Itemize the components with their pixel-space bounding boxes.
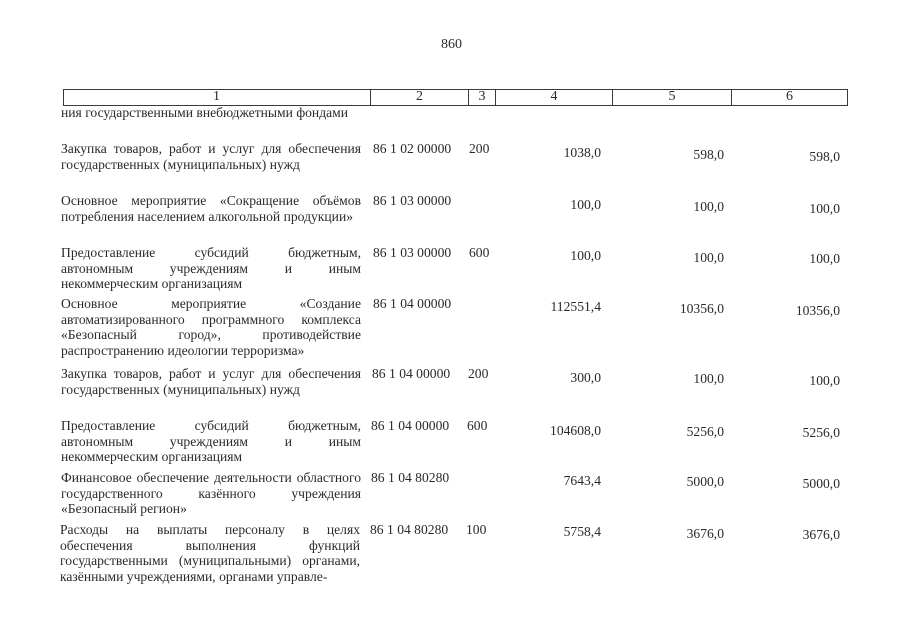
row-value-col6: 10356,0	[795, 303, 840, 318]
row-value-col5: 598,0	[693, 147, 724, 162]
row-value-col4: 1038,0	[563, 145, 601, 160]
header-col-3: 3	[478, 89, 486, 104]
row-value-col6: 100,0	[809, 373, 840, 388]
row-value-col5: 10356,0	[679, 301, 724, 316]
row-type: 600	[469, 245, 490, 260]
row-value-col6: 5000,0	[802, 476, 840, 491]
row-value-col6: 100,0	[809, 201, 840, 216]
header-col-5: 5	[668, 89, 676, 104]
row-value-col5: 100,0	[693, 250, 724, 265]
row-description: Основное мероприятие «Сокращение объёмов потребления населением алкогольной продукции»	[61, 193, 361, 224]
table-header	[63, 89, 848, 106]
row-code: 86 1 04 80280	[370, 522, 449, 537]
row-description: Финансовое обеспечение деятельности областного государственного казённого учреждения «Безопасный регион»	[61, 470, 361, 517]
row-value-col5: 100,0	[693, 199, 724, 214]
header-col-1: 1	[213, 89, 220, 104]
header-col-6: 6	[786, 89, 793, 104]
row-description: Расходы на выплаты персоналу в целях обеспечения выполнения функций государственными (муниципальными) органами, казёнными учреждениями, органами управле-	[60, 522, 360, 584]
row-value-col5: 100,0	[693, 371, 724, 386]
row-value-col4: 5758,4	[563, 524, 601, 539]
row-value-col5: 5000,0	[686, 474, 724, 489]
row-code: 86 1 04 00000	[371, 418, 450, 433]
row-code: 86 1 04 00000	[373, 296, 452, 311]
row-value-col5: 5256,0	[686, 424, 724, 439]
row-type: 200	[468, 366, 489, 381]
row-value-col6: 5256,0	[802, 425, 840, 440]
row-value-col6: 598,0	[809, 149, 840, 164]
row-value-col4: 100,0	[570, 248, 601, 263]
row-code: 86 1 03 00000	[373, 193, 452, 208]
row-description: Основное мероприятие «Создание автоматизированного программного комплекса «Безопасный город», противодействие распространению идеологии терроризма»	[61, 296, 361, 358]
row-description: ния государственными внебюджетными фондами	[61, 105, 349, 120]
header-col-2: 2	[416, 89, 423, 104]
row-value-col6: 100,0	[809, 251, 840, 266]
row-code: 86 1 02 00000	[373, 141, 452, 156]
row-description: Предоставление субсидий бюджетным, автономным учреждениям и иным некоммерческим организациям	[61, 245, 361, 292]
row-code: 86 1 03 00000	[373, 245, 452, 260]
row-description: Закупка товаров, работ и услуг для обеспечения государственных (муниципальных) нужд	[61, 366, 361, 397]
row-value-col4: 7643,4	[563, 473, 601, 488]
row-description: Предоставление субсидий бюджетным, автономным учреждениям и иным некоммерческим организациям	[61, 418, 361, 465]
page-number: 860	[441, 37, 462, 52]
row-description: Закупка товаров, работ и услуг для обеспечения государственных (муниципальных) нужд	[61, 141, 361, 172]
row-value-col4: 112551,4	[550, 299, 601, 314]
row-type: 600	[467, 418, 488, 433]
row-value-col4: 104608,0	[550, 423, 601, 438]
row-type: 200	[469, 141, 490, 156]
row-type: 100	[466, 522, 487, 537]
row-value-col5: 3676,0	[686, 526, 724, 541]
header-col-4: 4	[550, 89, 558, 104]
row-value-col4: 300,0	[570, 370, 601, 385]
row-code: 86 1 04 00000	[372, 366, 451, 381]
row-code: 86 1 04 80280	[371, 470, 450, 485]
row-value-col4: 100,0	[570, 197, 601, 212]
row-value-col6: 3676,0	[802, 527, 840, 542]
